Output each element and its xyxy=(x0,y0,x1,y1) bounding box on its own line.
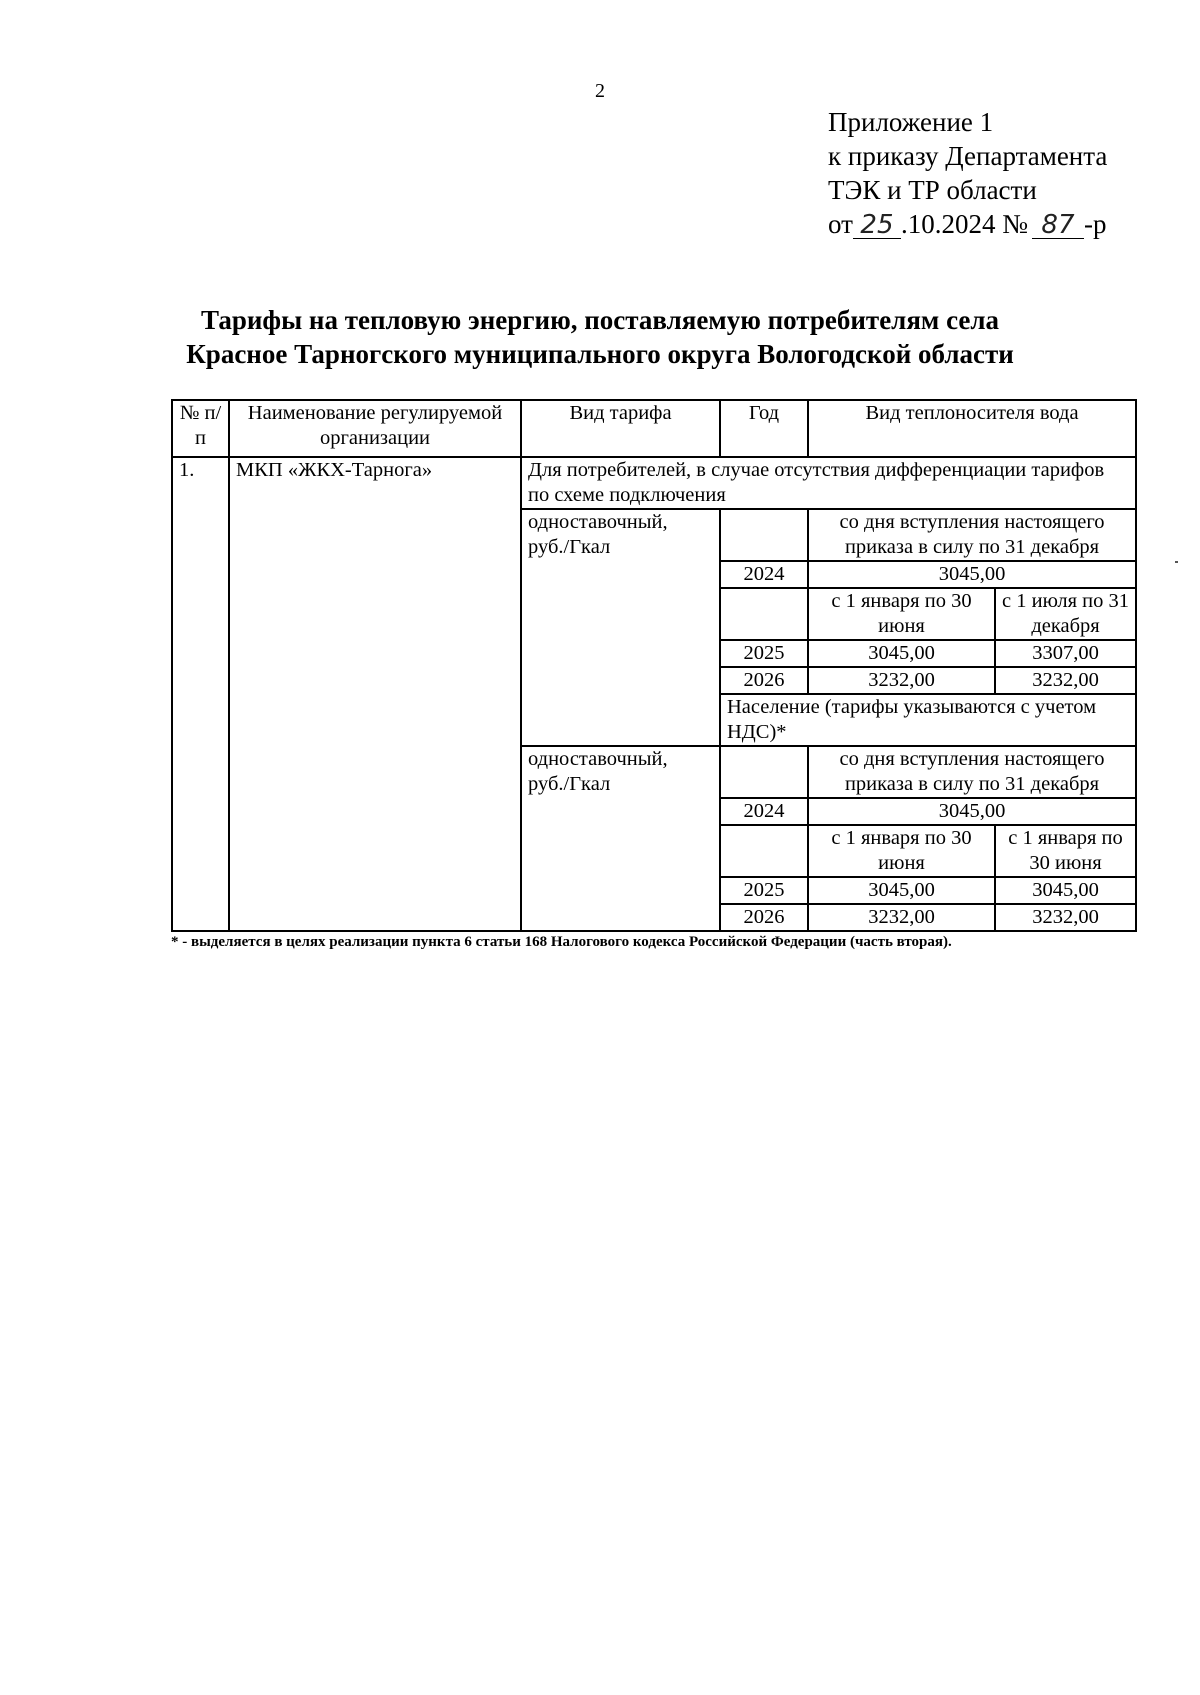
period-second-half: с 1 июля по 31 декабря xyxy=(995,588,1136,640)
footnote: * - выделяется в целях реализации пункта 6 статьи 168 Налогового кодекса Российской Федерации (часть вторая). xyxy=(171,934,952,950)
period-second-half: с 1 января по 30 июня xyxy=(995,825,1136,877)
order-suffix: -р xyxy=(1083,209,1107,239)
value-cell: 3232,00 xyxy=(808,667,995,694)
year-cell: 2024 xyxy=(720,561,808,588)
scan-speck xyxy=(1175,561,1178,563)
tariff-type: одноставочный, руб./Гкал xyxy=(521,746,720,931)
year-empty xyxy=(720,746,808,798)
period-first-half: с 1 января по 30 июня xyxy=(808,588,995,640)
tariff-type: одноставочный, руб./Гкал xyxy=(521,509,720,746)
table-row xyxy=(172,457,1136,509)
year-cell: 2025 xyxy=(720,640,808,667)
value-cell: 3232,00 xyxy=(995,904,1136,931)
period-full-year: со дня вступления настоящего приказа в силу по 31 декабря xyxy=(808,746,1136,798)
appendix-line-3: ТЭК и ТР области xyxy=(828,175,1037,205)
value-cell: 3045,00 xyxy=(808,877,995,904)
value-cell: 3045,00 xyxy=(995,877,1136,904)
organization-name: МКП «ЖКХ-Тарнога» xyxy=(229,457,521,931)
row-number: 1. xyxy=(172,457,229,931)
year-cell: 2026 xyxy=(720,667,808,694)
handwritten-order-number: 87 xyxy=(1032,212,1084,239)
table-header-row xyxy=(172,400,1136,457)
document-title xyxy=(0,303,1200,371)
period-first-half: с 1 января по 30 июня xyxy=(808,825,995,877)
handwritten-day: 25 xyxy=(853,212,901,239)
date-rest: .10.2024 № xyxy=(900,209,1028,239)
header-organization: Наименование регулируемой организации xyxy=(229,400,521,457)
appendix-order-line xyxy=(828,207,1107,241)
value-cell: 3045,00 xyxy=(808,561,1136,588)
value-cell: 3232,00 xyxy=(995,667,1136,694)
year-cell: 2024 xyxy=(720,798,808,825)
date-prefix: от xyxy=(828,209,853,239)
year-cell: 2025 xyxy=(720,877,808,904)
tariff-table xyxy=(171,399,1137,932)
appendix-line-1: Приложение 1 xyxy=(828,107,994,137)
value-cell: 3045,00 xyxy=(808,640,995,667)
section-heading-consumers: Для потребителей, в случае отсутствия дифференциации тарифов по схеме подключения xyxy=(521,457,1136,509)
header-heat-carrier: Вид теплоносителя вода xyxy=(808,400,1136,457)
year-empty xyxy=(720,588,808,640)
value-cell: 3232,00 xyxy=(808,904,995,931)
header-number: № п/п xyxy=(172,400,229,457)
section-heading-population: Население (тарифы указываются с учетом НДС)* xyxy=(720,694,1136,746)
title-line-1: Тарифы на тепловую энергию, поставляемую потребителям села xyxy=(200,305,1000,335)
header-year: Год xyxy=(720,400,808,457)
title-line-2: Красное Тарногского муниципального округа Вологодской области xyxy=(186,339,1014,369)
appendix-line-2: к приказу Департамента xyxy=(828,141,1108,171)
page-number: 2 xyxy=(595,80,605,102)
period-full-year: со дня вступления настоящего приказа в силу по 31 декабря xyxy=(808,509,1136,561)
appendix-block xyxy=(828,105,1107,241)
value-cell: 3045,00 xyxy=(808,798,1136,825)
value-cell: 3307,00 xyxy=(995,640,1136,667)
year-empty xyxy=(720,509,808,561)
year-empty xyxy=(720,825,808,877)
header-tariff-type: Вид тарифа xyxy=(521,400,720,457)
year-cell: 2026 xyxy=(720,904,808,931)
